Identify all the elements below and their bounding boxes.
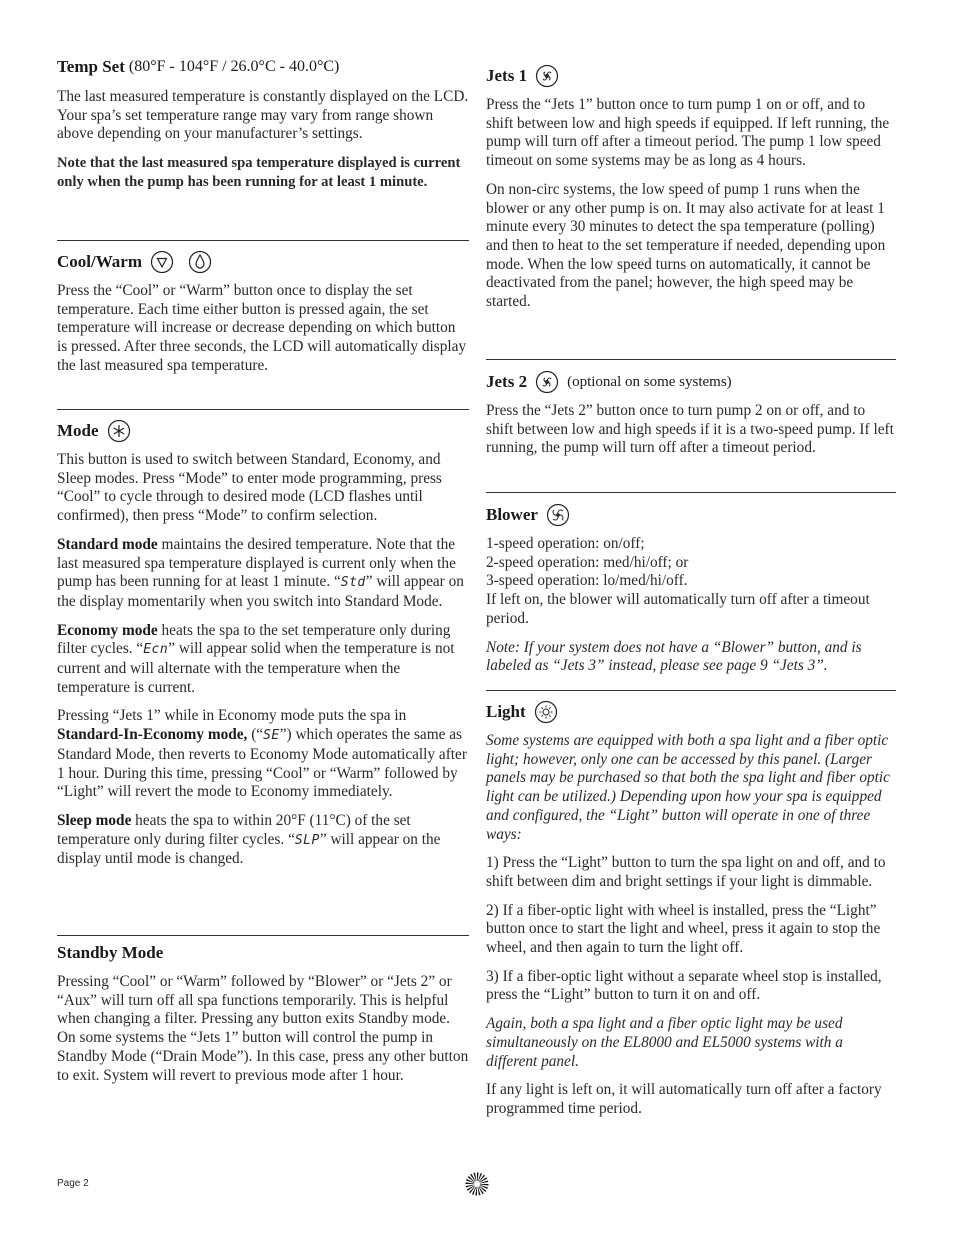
- light-title: Light: [486, 702, 526, 721]
- sleep-mode-text: [57, 812, 469, 869]
- light-option-3: 3) If a fiber-optic light without a separate wheel stop is installed, press the “Light” button to turn it on and off.: [486, 967, 882, 1004]
- light-section: [486, 700, 896, 1129]
- mode-heading: [57, 419, 469, 443]
- mode-icon: [107, 419, 131, 443]
- cool-warm-title: Cool/Warm: [57, 252, 142, 271]
- economy-mode-label: Economy mode: [57, 621, 158, 639]
- lcd-slp: SLP: [294, 832, 320, 848]
- sie-mode-label: Standard-In-Economy mode,: [57, 726, 248, 744]
- standby-text: Pressing “Cool” or “Warm” followed by “Blower” or “Jets 2” or “Aux” will turn off all spa functions temporarily. This is helpful when changing a filter. Pressing any button exits Standby mode. On some systems the “Jets 1” button will control the pump in Standby Mode (“Drain Mode”). In this case, press any other button to exit. System will revert to previous mode after 1 hour.: [57, 973, 469, 1084]
- jets1-text-2: On non-circ systems, the low speed of pump 1 runs when the blower or any other pump is on. It may also activate for at least 1 minute every 30 minutes to detect the spa temperature (polling) and then to heat to the set temperature if needed, depending upon mode. When the low speed turns on automatically, it cannot be deactivated from the panel; however, the high speed may be started.: [486, 180, 886, 311]
- jets1-section: [486, 64, 896, 322]
- standby-heading: Standby Mode: [57, 943, 164, 962]
- jets2-title: Jets 2: [486, 372, 528, 391]
- sleep-mode-desc: heats the spa to within 20°F (11°C) of the set temperature only during filter cycles. “: [57, 811, 411, 848]
- lcd-se: SE: [263, 728, 280, 744]
- blower-title: Blower: [486, 505, 538, 524]
- light-timeout: If any light is left on, it will automatically turn off after a factory programmed time period.: [486, 1081, 882, 1117]
- blower-text: If left on, the blower will automatically turn off after a timeout period.: [486, 591, 870, 627]
- divider: [486, 492, 896, 493]
- divider: [486, 690, 896, 691]
- lcd-ecn: Ecn: [143, 642, 169, 658]
- sie-mode-desc: Pressing “Jets 1” while in Economy mode puts the spa in: [57, 707, 407, 725]
- temp-set-heading: [57, 57, 469, 77]
- economy-mode-text: [57, 622, 469, 698]
- standard-mode-label: Standard mode: [57, 535, 158, 553]
- temp-set-note: Note that the last measured spa temperature displayed is current only when the pump has been running for at least 1 minute.: [57, 155, 461, 190]
- jets2-section: [486, 370, 896, 468]
- jets2-text: Press the “Jets 2” button once to turn pump 2 on or off, and to shift between low and high speeds if it is a two-speed pump. If left running, the pump will turn off after a timeout period.: [486, 402, 894, 457]
- sleep-mode-label: Sleep mode: [57, 811, 132, 829]
- economy-mode-desc-end: ” will appear solid when the temperature is not current and will alternate with the temperature when the temperature is current.: [57, 640, 455, 696]
- temp-set-section: [57, 57, 469, 202]
- mode-text: This button is used to switch between Standard, Economy, and Sleep modes. Press “Mode” to enter mode programming, press “Cool” to cycle through to desired mode (LCD flashes until confirmed), then press “Mode” to confirm selection.: [57, 451, 442, 525]
- standby-section: [57, 943, 469, 1095]
- jets-icon: [535, 64, 559, 88]
- blower-icon: [546, 503, 570, 527]
- warm-icon: [188, 250, 212, 274]
- light-icon: [534, 700, 558, 724]
- jets1-heading: [486, 64, 896, 88]
- divider: [57, 409, 469, 410]
- light-option-2: 2) If a fiber-optic light with wheel is installed, press the “Light” button once to start the light and wheel, press it again to stop the wheel, and then again to turn the light off.: [486, 901, 881, 957]
- sie-mode-text: [57, 707, 469, 802]
- blower-line: 3-speed operation: lo/med/hi/off.: [486, 572, 688, 590]
- cool-icon: [150, 250, 174, 274]
- jets1-title: Jets 1: [486, 66, 528, 85]
- blower-line: 1-speed operation: on/off;: [486, 535, 645, 552]
- mode-section: [57, 419, 469, 879]
- jets-icon: [535, 370, 559, 394]
- temp-set-title: Temp Set: [57, 57, 125, 76]
- page-number: Page 2: [57, 1178, 89, 1189]
- standard-mode-text: [57, 536, 469, 612]
- standard-mode-desc: maintains the desired temperature. Note that the last measured spa temperature displayed is current only when the pump has been running for at least 1 minute. “: [57, 535, 456, 591]
- sie-mode-desc-mid: (“: [247, 726, 264, 744]
- divider: [486, 359, 896, 360]
- economy-mode-desc: heats the spa to the set temperature only during filter cycles. “: [57, 621, 451, 658]
- light-option-1: 1) Press the “Light” button to turn the spa light on and off, and to shift between dim and bright settings if your light is dimmable.: [486, 854, 886, 890]
- cool-warm-text: Press the “Cool” or “Warm” button once to display the set temperature. Each time either button is pressed again, the set temperature will increase or decrease depending on which button is pressed. After three seconds, the LCD will automatically display the last measured spa temperature.: [57, 282, 467, 374]
- sleep-mode-desc-end: ” will appear on the display until mode is changed.: [57, 830, 441, 868]
- temp-set-text: The last measured temperature is constantly displayed on the LCD. Your spa’s set temperature range may vary from range shown above depending on your manufacturer’s settings.: [57, 88, 469, 143]
- jets2-subtitle: (optional on some systems): [567, 373, 732, 390]
- jets2-heading: [486, 370, 896, 394]
- cool-warm-section: [57, 250, 469, 386]
- sie-mode-desc-end: ”) which operates the same as Standard Mode, then reverts to Economy Mode automatically after 1 hour. During this time, pressing “Cool” or “Warm” followed by “Light” will revert the mode to Economy immediately.: [57, 726, 467, 801]
- temp-set-range: (80°F - 104°F / 26.0°C - 40.0°C): [128, 58, 340, 75]
- sunburst-logo: [465, 1172, 489, 1196]
- blower-line: 2-speed operation: med/hi/off; or: [486, 553, 689, 571]
- lcd-std: Std: [340, 575, 366, 591]
- blower-heading: [486, 503, 896, 527]
- light-heading: [486, 700, 896, 724]
- divider: [57, 240, 469, 241]
- standard-mode-desc-end: ” will appear on the display momentarily when you switch into Standard Mode.: [57, 573, 464, 610]
- cool-warm-heading: [57, 250, 469, 274]
- blower-section: [486, 503, 896, 686]
- jets1-text: Press the “Jets 1” button once to turn pump 1 on or off, and to shift between low and high speeds if equipped. If left running, the pump will turn off after a timeout period. The pump 1 low speed timeout on some systems may be as long as 4 hours.: [486, 96, 890, 170]
- divider: [57, 935, 469, 936]
- blower-note: Note: If your system does not have a “Blower” button, and is labeled as “Jets 3” instead, please see page 9 “Jets 3”.: [486, 638, 862, 675]
- light-note: Again, both a spa light and a fiber optic light may be used simultaneously on the EL8000 and EL5000 systems with a different panel.: [486, 1015, 843, 1070]
- light-intro: Some systems are equipped with both a spa light and a fiber optic light; however, only one can be accessed by this panel. (Larger panels may be purchased so that both the spa light and fiber optic light can be utilized.) Depending upon how your spa is equipped and configured, the “Light” button will operate in one of three ways:: [486, 732, 890, 843]
- mode-title: Mode: [57, 421, 99, 440]
